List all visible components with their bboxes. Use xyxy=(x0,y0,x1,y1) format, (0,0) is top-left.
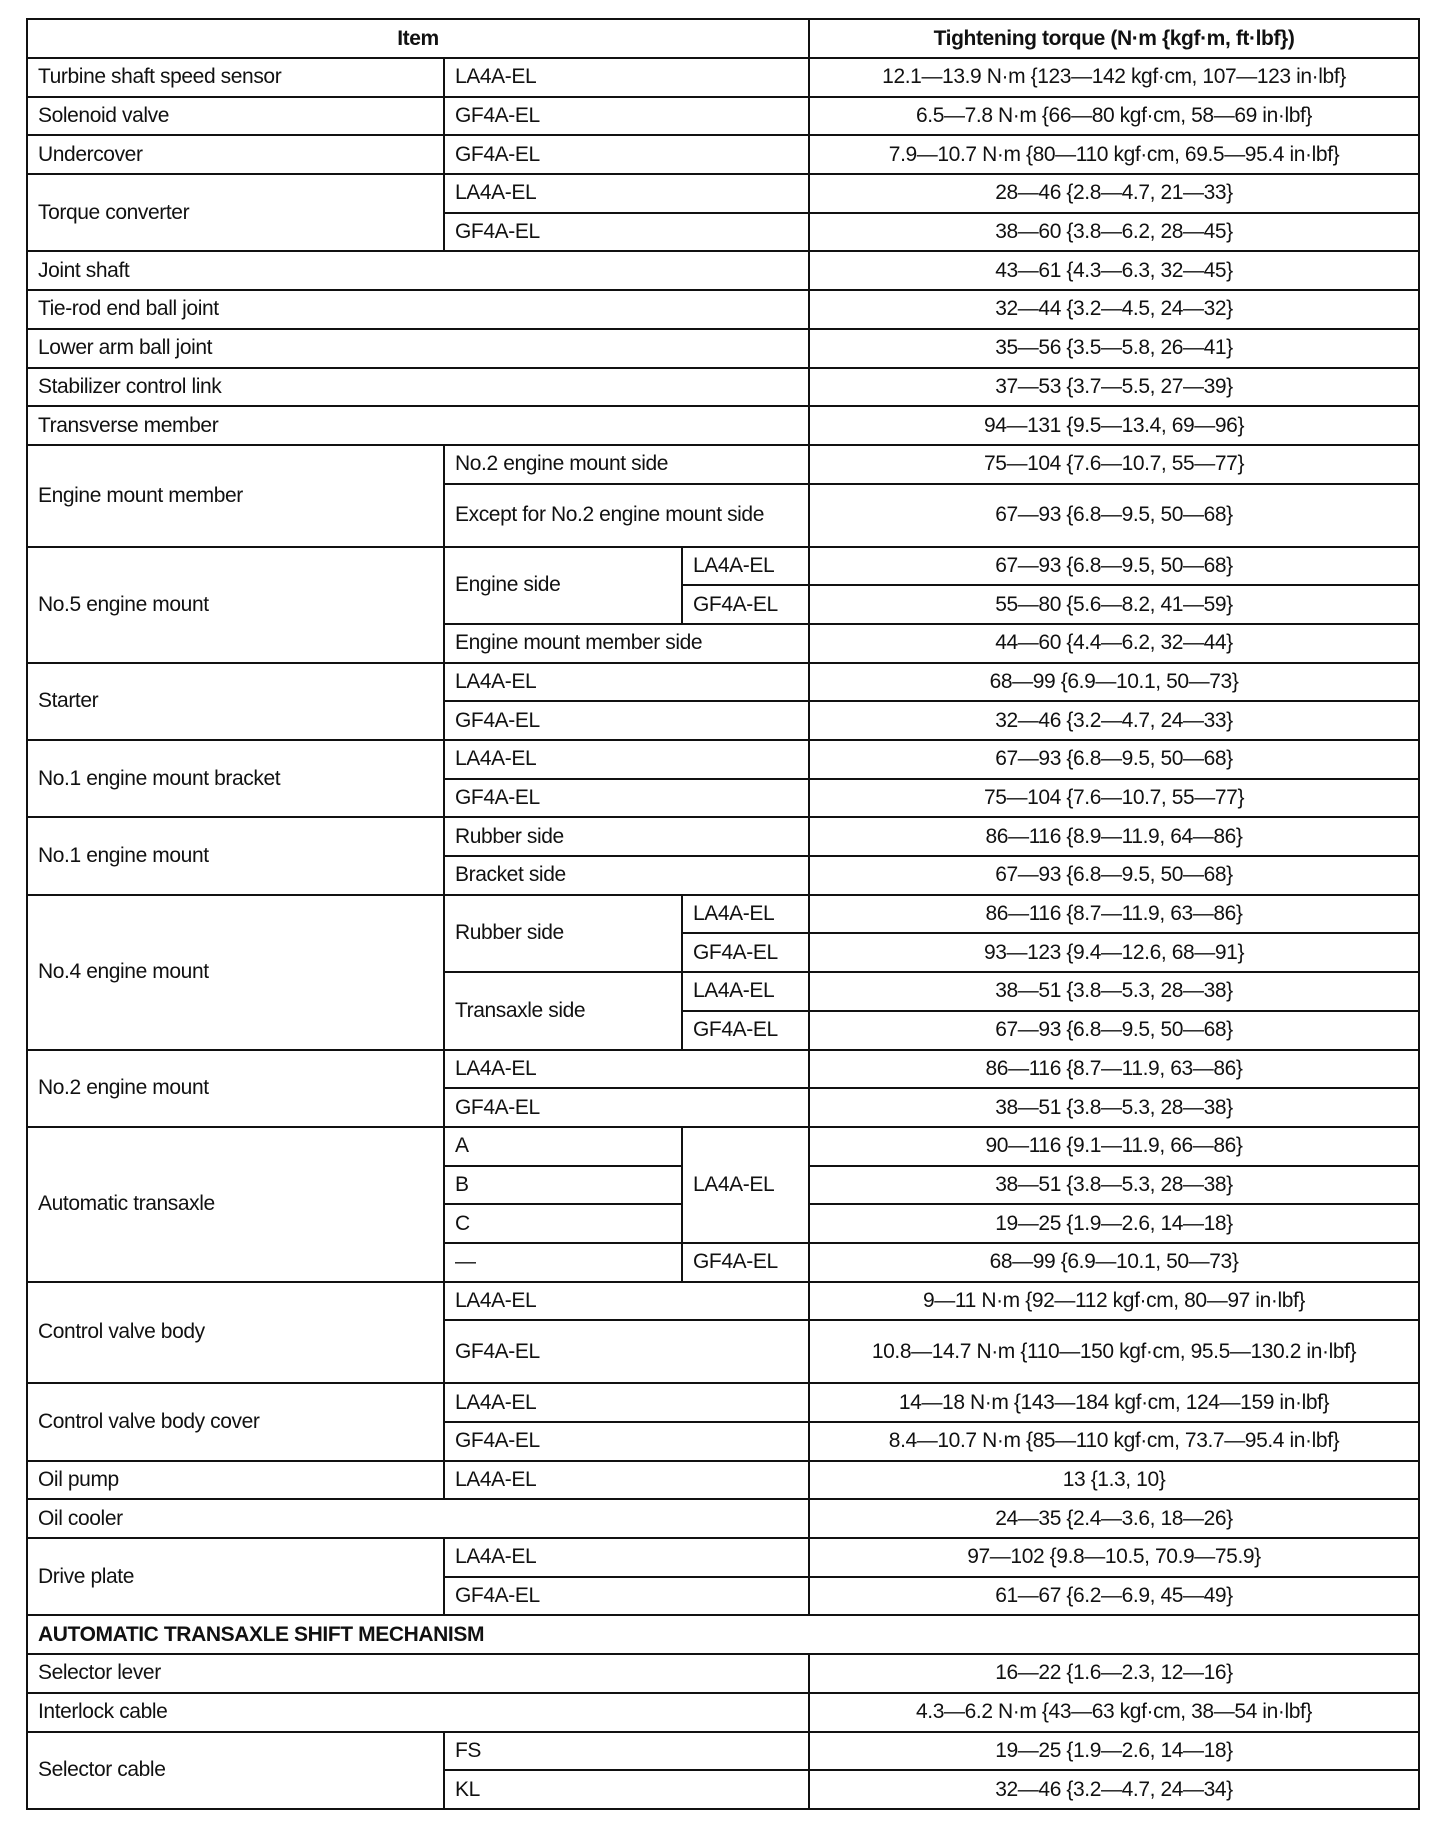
torque-cell: 6.5—7.8 N·m {66—80 kgf·cm, 58—69 in·lbf} xyxy=(809,97,1419,136)
item-cell: Oil pump xyxy=(27,1461,444,1500)
section-heading: AUTOMATIC TRANSAXLE SHIFT MECHANISM xyxy=(27,1615,1419,1654)
torque-cell: 4.3—6.2 N·m {43—63 kgf·cm, 38—54 in·lbf} xyxy=(809,1693,1419,1732)
torque-cell: 68—99 {6.9—10.1, 50—73} xyxy=(809,663,1419,702)
table-row xyxy=(27,251,1419,290)
model-cell: GF4A-EL xyxy=(682,933,809,972)
torque-cell: 38—51 {3.8—5.3, 28—38} xyxy=(809,1166,1419,1205)
torque-cell: 86—116 {8.9—11.9, 64—86} xyxy=(809,817,1419,856)
spec-cell: LA4A-EL xyxy=(444,1383,809,1422)
item-cell: No.4 engine mount xyxy=(27,895,444,1050)
item-cell: Transverse member xyxy=(27,406,809,445)
torque-cell: 97—102 {9.8—10.5, 70.9—75.9} xyxy=(809,1538,1419,1577)
spec-cell: C xyxy=(444,1204,682,1243)
item-cell: Control valve body cover xyxy=(27,1383,444,1460)
spec-cell: LA4A-EL xyxy=(444,174,809,213)
model-cell: LA4A-EL xyxy=(682,895,809,934)
model-cell: LA4A-EL xyxy=(682,547,809,586)
model-cell: GF4A-EL xyxy=(682,1011,809,1050)
item-cell: No.1 engine mount bracket xyxy=(27,740,444,817)
spec-cell: LA4A-EL xyxy=(444,740,809,779)
model-cell: LA4A-EL xyxy=(682,972,809,1011)
spec-cell: GF4A-EL xyxy=(444,1320,809,1383)
torque-spec-table xyxy=(26,18,1420,1810)
item-cell: Automatic transaxle xyxy=(27,1127,444,1282)
spec-cell: — xyxy=(444,1243,682,1282)
spec-cell: Rubber side xyxy=(444,817,809,856)
spec-cell: GF4A-EL xyxy=(444,1422,809,1461)
spec-cell: Bracket side xyxy=(444,856,809,895)
spec-cell: GF4A-EL xyxy=(444,1577,809,1616)
spec-cell: KL xyxy=(444,1770,809,1809)
item-cell: Selector cable xyxy=(27,1732,444,1809)
table-row xyxy=(27,1282,1419,1321)
header-row xyxy=(27,19,1419,58)
spec-cell: GF4A-EL xyxy=(444,779,809,818)
spec-cell: LA4A-EL xyxy=(444,1538,809,1577)
spec-cell: LA4A-EL xyxy=(444,1461,809,1500)
model-cell: LA4A-EL xyxy=(682,1127,809,1243)
table-row xyxy=(27,1693,1419,1732)
spec-cell: GF4A-EL xyxy=(444,97,809,136)
torque-cell: 93—123 {9.4—12.6, 68—91} xyxy=(809,933,1419,972)
torque-cell: 24—35 {2.4—3.6, 18—26} xyxy=(809,1499,1419,1538)
torque-cell: 43—61 {4.3—6.3, 32—45} xyxy=(809,251,1419,290)
spec-cell: GF4A-EL xyxy=(444,701,809,740)
item-cell: Control valve body xyxy=(27,1282,444,1384)
item-cell: No.1 engine mount xyxy=(27,817,444,894)
header-item: Item xyxy=(27,19,809,58)
torque-cell: 38—51 {3.8—5.3, 28—38} xyxy=(809,972,1419,1011)
torque-cell: 75—104 {7.6—10.7, 55—77} xyxy=(809,445,1419,484)
torque-cell: 67—93 {6.8—9.5, 50—68} xyxy=(809,547,1419,586)
section-header-row xyxy=(27,1615,1419,1654)
spec-cell: Transaxle side xyxy=(444,972,682,1049)
spec-cell: LA4A-EL xyxy=(444,663,809,702)
torque-cell: 44—60 {4.4—6.2, 32—44} xyxy=(809,624,1419,663)
torque-cell: 32—46 {3.2—4.7, 24—34} xyxy=(809,1770,1419,1809)
torque-cell: 90—116 {9.1—11.9, 66—86} xyxy=(809,1127,1419,1166)
item-cell: No.2 engine mount xyxy=(27,1050,444,1127)
torque-cell: 12.1—13.9 N·m {123—142 kgf·cm, 107—123 in·lbf} xyxy=(809,58,1419,97)
spec-cell: No.2 engine mount side xyxy=(444,445,809,484)
torque-cell: 32—46 {3.2—4.7, 24—33} xyxy=(809,701,1419,740)
torque-cell: 9—11 N·m {92—112 kgf·cm, 80—97 in·lbf} xyxy=(809,1282,1419,1321)
table-row xyxy=(27,1127,1419,1166)
spec-cell: LA4A-EL xyxy=(444,58,809,97)
item-cell: Torque converter xyxy=(27,174,444,251)
item-cell: Selector lever xyxy=(27,1654,809,1693)
table-row xyxy=(27,368,1419,407)
torque-cell: 75—104 {7.6—10.7, 55—77} xyxy=(809,779,1419,818)
table-row xyxy=(27,329,1419,368)
table-row xyxy=(27,97,1419,136)
spec-cell: GF4A-EL xyxy=(444,1088,809,1127)
table-row xyxy=(27,58,1419,97)
table-row xyxy=(27,290,1419,329)
item-cell: Solenoid valve xyxy=(27,97,444,136)
table-row xyxy=(27,135,1419,174)
torque-cell: 14—18 N·m {143—184 kgf·cm, 124—159 in·lbf} xyxy=(809,1383,1419,1422)
torque-cell: 16—22 {1.6—2.3, 12—16} xyxy=(809,1654,1419,1693)
spec-cell: Engine side xyxy=(444,547,682,624)
torque-cell: 19—25 {1.9—2.6, 14—18} xyxy=(809,1204,1419,1243)
item-cell: Turbine shaft speed sensor xyxy=(27,58,444,97)
torque-cell: 35—56 {3.5—5.8, 26—41} xyxy=(809,329,1419,368)
torque-cell: 94—131 {9.5—13.4, 69—96} xyxy=(809,406,1419,445)
table-row xyxy=(27,1499,1419,1538)
table-row xyxy=(27,817,1419,856)
table-row xyxy=(27,895,1419,934)
table-row xyxy=(27,1654,1419,1693)
spec-cell: GF4A-EL xyxy=(444,213,809,252)
torque-cell: 8.4—10.7 N·m {85—110 kgf·cm, 73.7—95.4 in·lbf} xyxy=(809,1422,1419,1461)
item-cell: Stabilizer control link xyxy=(27,368,809,407)
item-cell: Drive plate xyxy=(27,1538,444,1615)
spec-cell: B xyxy=(444,1166,682,1205)
spec-cell: A xyxy=(444,1127,682,1166)
torque-cell: 86—116 {8.7—11.9, 63—86} xyxy=(809,1050,1419,1089)
table-row xyxy=(27,1538,1419,1577)
table-row xyxy=(27,1732,1419,1771)
torque-cell: 7.9—10.7 N·m {80—110 kgf·cm, 69.5—95.4 in·lbf} xyxy=(809,135,1419,174)
spec-cell: FS xyxy=(444,1732,809,1771)
spec-cell: GF4A-EL xyxy=(444,135,809,174)
table-row xyxy=(27,1050,1419,1089)
torque-cell: 37—53 {3.7—5.5, 27—39} xyxy=(809,368,1419,407)
table-row xyxy=(27,663,1419,702)
torque-cell: 32—44 {3.2—4.5, 24—32} xyxy=(809,290,1419,329)
torque-cell: 55—80 {5.6—8.2, 41—59} xyxy=(809,585,1419,624)
torque-cell: 13 {1.3, 10} xyxy=(809,1461,1419,1500)
item-cell: Oil cooler xyxy=(27,1499,809,1538)
torque-cell: 28—46 {2.8—4.7, 21—33} xyxy=(809,174,1419,213)
torque-cell: 38—51 {3.8—5.3, 28—38} xyxy=(809,1088,1419,1127)
torque-cell: 19—25 {1.9—2.6, 14—18} xyxy=(809,1732,1419,1771)
torque-cell: 61—67 {6.2—6.9, 45—49} xyxy=(809,1577,1419,1616)
torque-cell: 10.8—14.7 N·m {110—150 kgf·cm, 95.5—130.2 in·lbf} xyxy=(809,1320,1419,1383)
table-row xyxy=(27,1461,1419,1500)
torque-cell: 67—93 {6.8—9.5, 50—68} xyxy=(809,1011,1419,1050)
torque-cell: 67—93 {6.8—9.5, 50—68} xyxy=(809,740,1419,779)
item-cell: Tie-rod end ball joint xyxy=(27,290,809,329)
item-cell: Engine mount member xyxy=(27,445,444,547)
torque-cell: 67—93 {6.8—9.5, 50—68} xyxy=(809,484,1419,547)
table-row xyxy=(27,174,1419,213)
table-row xyxy=(27,547,1419,586)
spec-cell: Rubber side xyxy=(444,895,682,972)
model-cell: GF4A-EL xyxy=(682,1243,809,1282)
model-cell: GF4A-EL xyxy=(682,585,809,624)
spec-cell: LA4A-EL xyxy=(444,1282,809,1321)
item-cell: No.5 engine mount xyxy=(27,547,444,663)
item-cell: Starter xyxy=(27,663,444,740)
item-cell: Undercover xyxy=(27,135,444,174)
spec-cell: LA4A-EL xyxy=(444,1050,809,1089)
torque-cell: 38—60 {3.8—6.2, 28—45} xyxy=(809,213,1419,252)
item-cell: Interlock cable xyxy=(27,1693,809,1732)
table-row xyxy=(27,740,1419,779)
torque-cell: 86—116 {8.7—11.9, 63—86} xyxy=(809,895,1419,934)
header-torque: Tightening torque (N·m {kgf·m, ft·lbf}) xyxy=(809,19,1419,58)
spec-cell: Engine mount member side xyxy=(444,624,809,663)
table-row xyxy=(27,406,1419,445)
table-row xyxy=(27,1383,1419,1422)
table-row xyxy=(27,445,1419,484)
torque-cell: 68—99 {6.9—10.1, 50—73} xyxy=(809,1243,1419,1282)
item-cell: Lower arm ball joint xyxy=(27,329,809,368)
torque-cell: 67—93 {6.8—9.5, 50—68} xyxy=(809,856,1419,895)
spec-cell: Except for No.2 engine mount side xyxy=(444,484,809,547)
item-cell: Joint shaft xyxy=(27,251,809,290)
